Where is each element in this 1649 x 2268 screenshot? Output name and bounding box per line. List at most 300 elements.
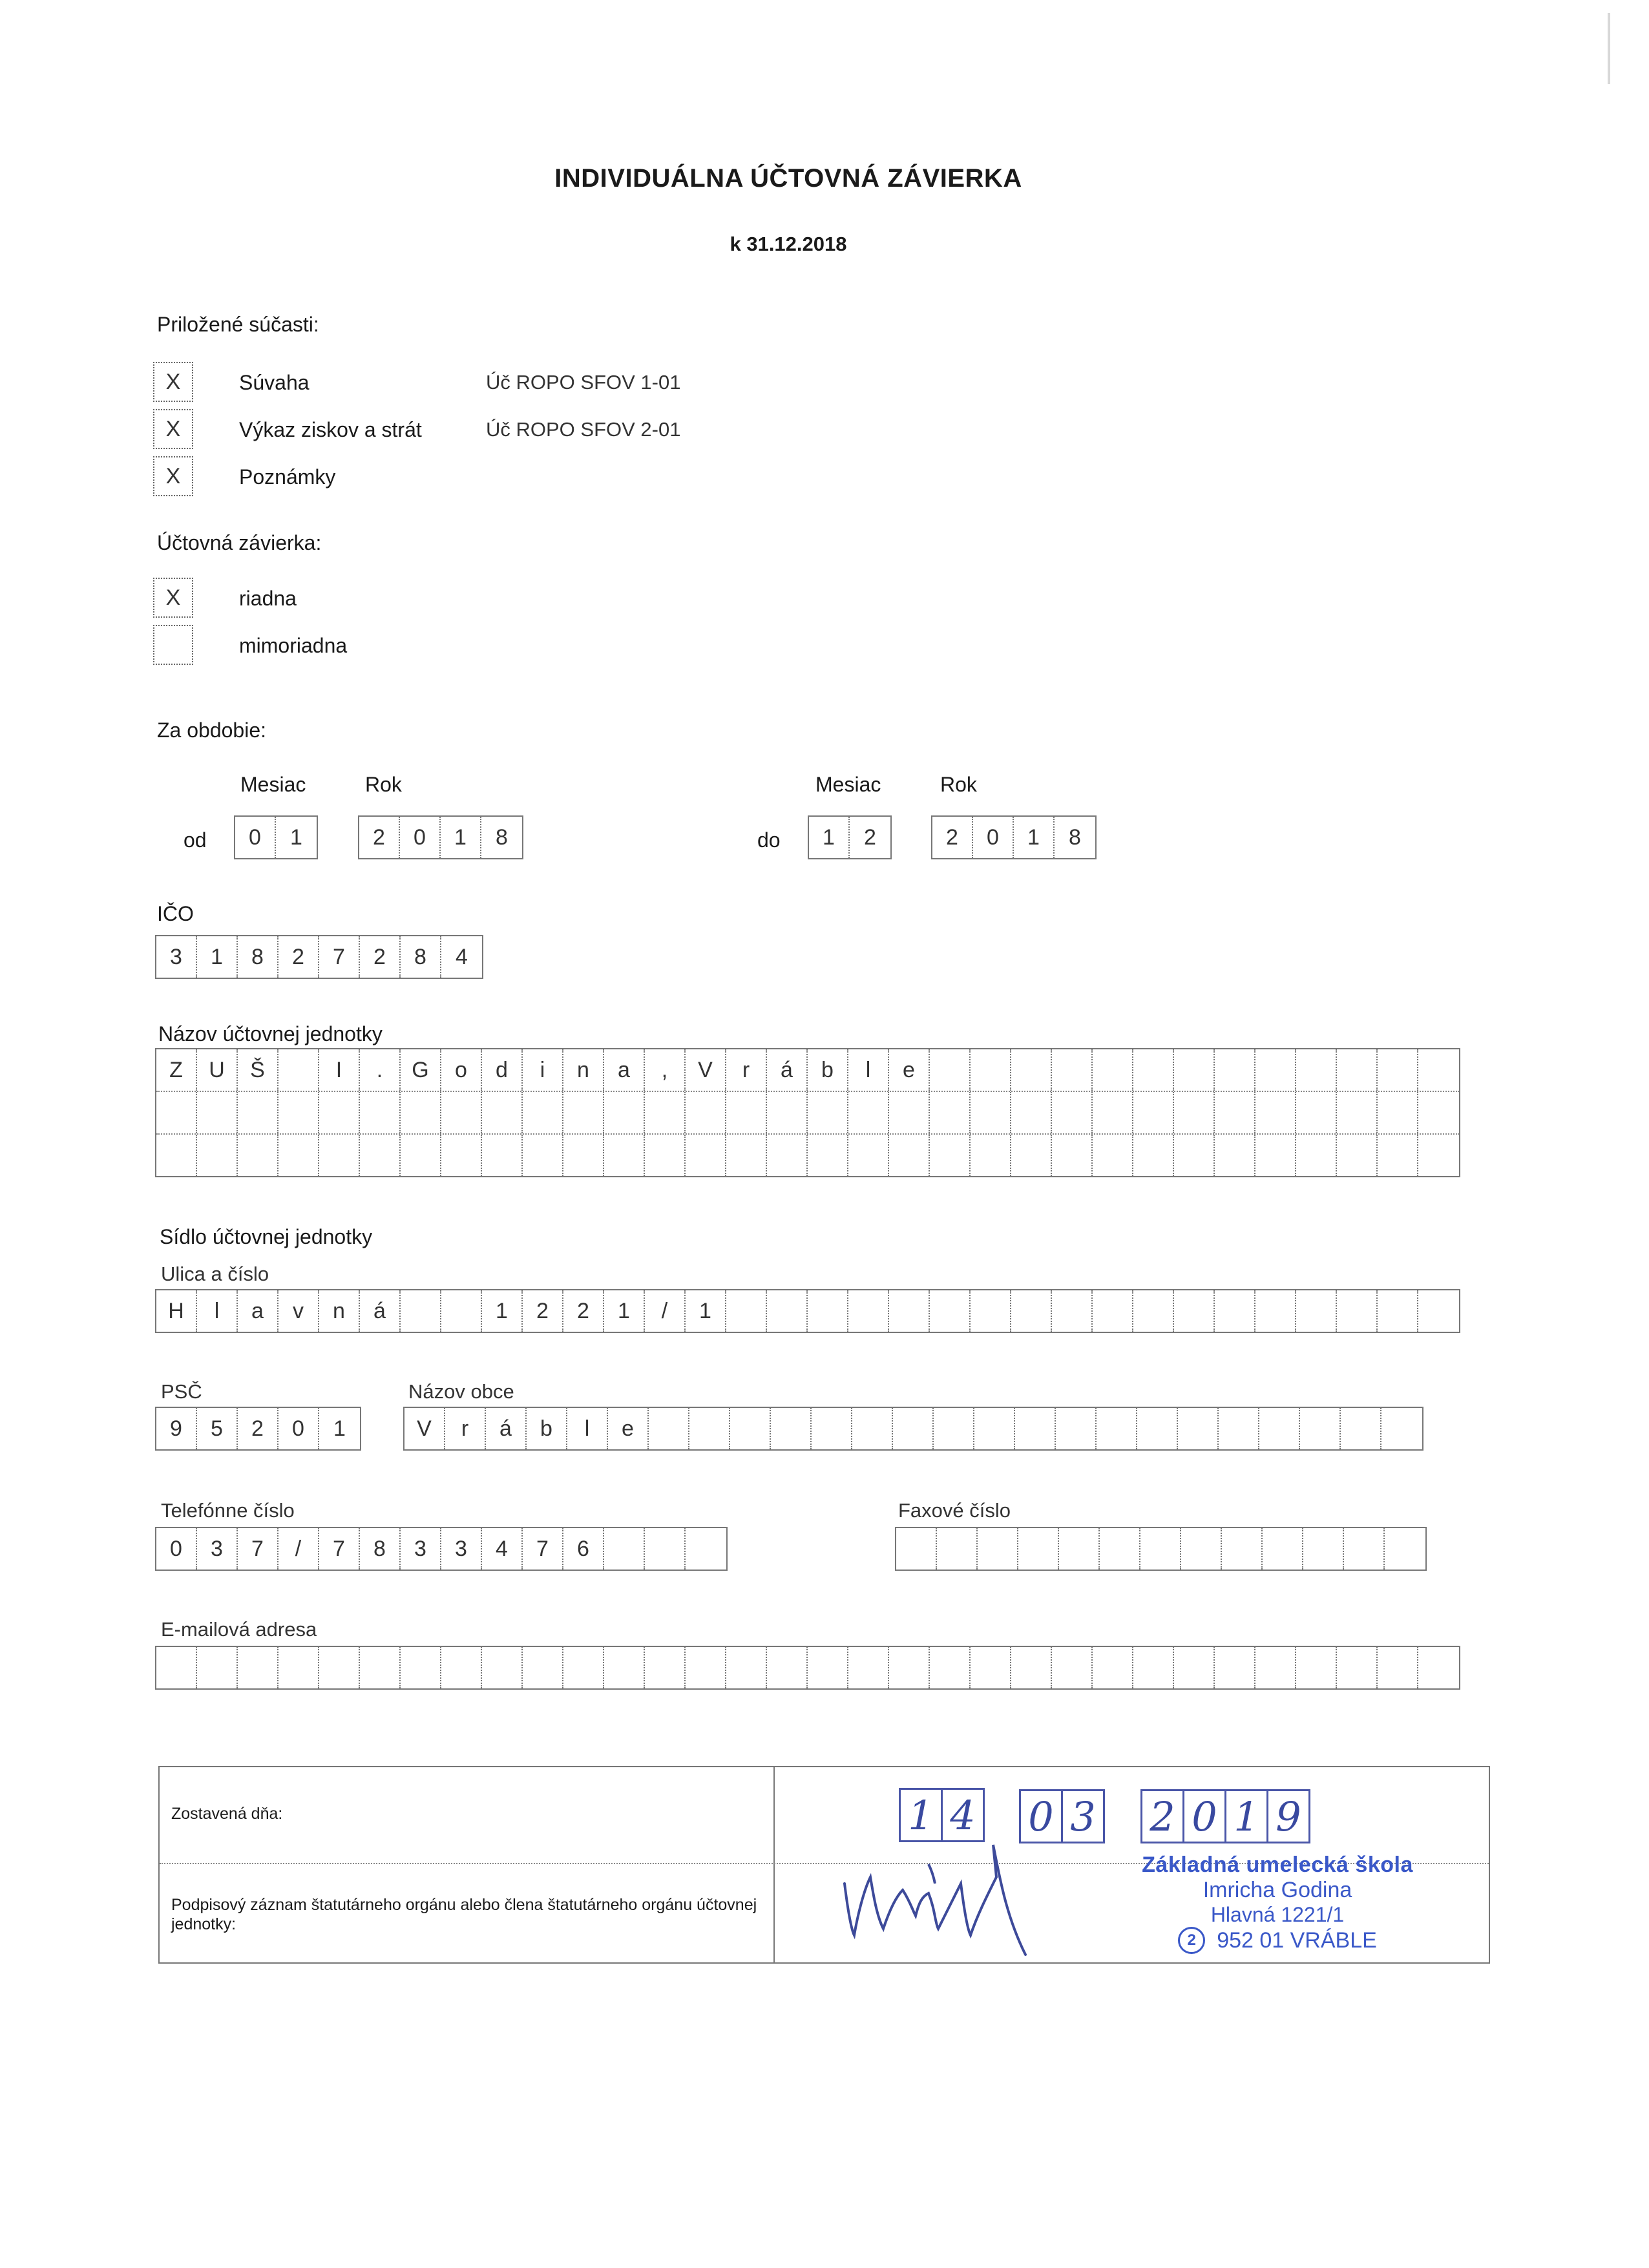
char-cell — [1263, 1528, 1303, 1570]
char-cell — [1133, 1647, 1174, 1688]
char-cell — [1296, 1049, 1337, 1091]
char-cell — [1093, 1647, 1133, 1688]
char-cell — [1052, 1647, 1093, 1688]
char-cell — [971, 1049, 1011, 1091]
char-cell — [278, 1647, 319, 1688]
char-cell — [1174, 1647, 1215, 1688]
char-cell — [401, 1092, 441, 1133]
handwritten-signature — [832, 1838, 1045, 1961]
char-cell — [726, 1092, 767, 1133]
psc-label: PSČ — [161, 1380, 202, 1403]
entity-name-label: Názov účtovnej jednotky — [158, 1022, 383, 1045]
form-code: Úč ROPO SFOV 1-01 — [486, 371, 681, 394]
handwritten-digit: 4 — [950, 1791, 976, 1839]
char-cell — [645, 1528, 686, 1570]
char-cell — [1296, 1290, 1337, 1332]
char-cell — [1385, 1528, 1425, 1570]
char-cell — [1174, 1049, 1215, 1091]
char-cell: 8 — [496, 824, 508, 850]
char-cell — [278, 1135, 319, 1176]
char-cell: 3 — [401, 1528, 441, 1570]
email-label: E-mailová adresa — [161, 1618, 317, 1641]
char-cell — [689, 1408, 730, 1449]
char-cell — [1219, 1408, 1259, 1449]
char-cell — [1378, 1049, 1418, 1091]
char-cell — [1133, 1092, 1174, 1133]
char-cell — [1378, 1290, 1418, 1332]
char-cell — [401, 1290, 441, 1332]
char-cell — [930, 1049, 971, 1091]
char-cell — [523, 1092, 563, 1133]
char-cell: . — [360, 1049, 401, 1091]
signature-table-divider — [773, 1767, 775, 1962]
char-cell — [848, 1290, 889, 1332]
char-cell: 1 — [604, 1290, 645, 1332]
char-cell: 0 — [156, 1528, 197, 1570]
char-cell — [1255, 1290, 1296, 1332]
char-cell — [1337, 1290, 1378, 1332]
char-cell — [1341, 1408, 1381, 1449]
char-cell — [360, 1135, 401, 1176]
char-cell — [930, 1290, 971, 1332]
char-cell — [197, 1135, 238, 1176]
char-cell — [726, 1647, 767, 1688]
char-cell — [1093, 1290, 1133, 1332]
char-cell — [1255, 1092, 1296, 1133]
char-cell: 7 — [319, 936, 360, 978]
form-code: Úč ROPO SFOV 2-01 — [486, 418, 681, 441]
char-cell — [930, 1647, 971, 1688]
stamp-line-4: 952 01 VRÁBLE — [1217, 1927, 1377, 1953]
char-cell: 1 — [197, 936, 238, 978]
checkbox-label: mimoriadna — [239, 634, 348, 657]
entity-name-row — [156, 1092, 1459, 1135]
char-cell: 1 — [686, 1290, 726, 1332]
char-cell — [767, 1135, 808, 1176]
char-cell — [808, 1647, 848, 1688]
char-cell — [563, 1092, 604, 1133]
char-cell — [1303, 1528, 1344, 1570]
char-cell — [156, 1092, 197, 1133]
compiled-label: Zostavená dňa: — [171, 1805, 283, 1823]
char-cell: 4 — [456, 944, 468, 969]
char-cell — [971, 1290, 1011, 1332]
char-cell — [1059, 1528, 1100, 1570]
char-cell — [1011, 1135, 1052, 1176]
char-cell — [482, 1647, 523, 1688]
char-cell — [1137, 1408, 1178, 1449]
char-cell: á — [767, 1049, 808, 1091]
char-cell — [649, 1408, 689, 1449]
char-cell — [238, 1135, 278, 1176]
to-year-field[interactable] — [931, 815, 1097, 859]
checkbox-label: riadna — [239, 587, 297, 610]
stamp-line-4-row — [1109, 1927, 1445, 1954]
char-cell: I — [319, 1049, 360, 1091]
to-year-label: Rok — [940, 773, 977, 796]
char-cell — [971, 1135, 1011, 1176]
char-cell: 2 — [360, 936, 401, 978]
char-cell: 2 — [563, 1290, 604, 1332]
char-cell — [1378, 1092, 1418, 1133]
char-cell: n — [319, 1290, 360, 1332]
char-cell: 9 — [156, 1408, 197, 1449]
handwritten-digit: 0 — [1184, 1791, 1226, 1842]
seat-label: Sídlo účtovnej jednotky — [160, 1225, 373, 1248]
char-cell — [1133, 1049, 1174, 1091]
char-cell — [812, 1408, 852, 1449]
char-cell — [1093, 1092, 1133, 1133]
char-cell — [686, 1647, 726, 1688]
char-cell — [156, 1135, 197, 1176]
char-cell: 8 — [1069, 824, 1081, 850]
char-cell: o — [441, 1049, 482, 1091]
char-cell: 2 — [864, 824, 876, 850]
char-cell: 3 — [441, 1528, 482, 1570]
char-cell — [563, 1135, 604, 1176]
char-cell — [1296, 1647, 1337, 1688]
char-cell — [1181, 1528, 1222, 1570]
char-cell: á — [486, 1408, 527, 1449]
char-cell — [1418, 1647, 1459, 1688]
char-cell — [1011, 1049, 1052, 1091]
char-cell — [686, 1092, 726, 1133]
compiled-year-field[interactable] — [1140, 1789, 1310, 1843]
char-cell — [197, 1092, 238, 1133]
compiled-month-field[interactable] — [1019, 1789, 1105, 1843]
from-year-field[interactable] — [358, 815, 523, 859]
char-cell: 2 — [359, 817, 400, 858]
char-cell: , — [645, 1049, 686, 1091]
char-cell — [1052, 1092, 1093, 1133]
char-cell — [482, 1135, 523, 1176]
char-cell — [1011, 1092, 1052, 1133]
char-cell: 1 — [809, 817, 850, 858]
closing-type-label: Účtovná závierka: — [157, 531, 322, 554]
char-cell — [889, 1290, 930, 1332]
char-cell — [1296, 1092, 1337, 1133]
char-cell — [889, 1092, 930, 1133]
to-month-field[interactable] — [808, 815, 892, 859]
char-cell: H — [156, 1290, 197, 1332]
fax-label: Faxové číslo — [898, 1499, 1011, 1522]
char-cell — [401, 1135, 441, 1176]
char-cell: 0 — [278, 1408, 319, 1449]
char-cell: 8 — [401, 936, 441, 978]
checkbox[interactable] — [153, 625, 193, 665]
char-cell — [360, 1647, 401, 1688]
char-cell — [978, 1528, 1018, 1570]
char-cell — [604, 1092, 645, 1133]
char-cell: á — [360, 1290, 401, 1332]
char-cell — [441, 1290, 482, 1332]
checkbox-label: Výkaz ziskov a strát — [239, 418, 422, 441]
stamp-line-2: Imricha Godina — [1203, 1878, 1352, 1902]
char-cell — [1337, 1092, 1378, 1133]
school-stamp — [1109, 1853, 1445, 1954]
char-cell: b — [527, 1408, 567, 1449]
char-cell — [604, 1647, 645, 1688]
char-cell: r — [726, 1049, 767, 1091]
ico-field[interactable] — [155, 935, 483, 979]
char-cell — [1381, 1408, 1422, 1449]
psc-field[interactable] — [155, 1407, 361, 1451]
char-cell — [1418, 1290, 1459, 1332]
char-cell — [1215, 1290, 1255, 1332]
handwritten-digit: 2 — [1142, 1791, 1184, 1842]
char-cell — [1140, 1528, 1181, 1570]
char-cell — [1097, 1408, 1137, 1449]
char-cell — [930, 1135, 971, 1176]
char-cell — [645, 1647, 686, 1688]
street-label: Ulica a číslo — [161, 1263, 269, 1285]
char-cell: 2 — [932, 817, 973, 858]
from-year-label: Rok — [365, 773, 402, 796]
street-field[interactable] — [155, 1289, 1460, 1333]
char-cell — [726, 1135, 767, 1176]
from-label: od — [184, 828, 207, 852]
handwritten-digit: 1 — [901, 1790, 943, 1840]
from-month-field[interactable] — [234, 815, 318, 859]
char-cell — [1133, 1290, 1174, 1332]
char-cell — [730, 1408, 771, 1449]
char-cell — [1418, 1135, 1459, 1176]
char-cell — [848, 1092, 889, 1133]
char-cell — [1052, 1049, 1093, 1091]
to-month-label: Mesiac — [815, 773, 881, 796]
char-cell — [441, 1647, 482, 1688]
char-cell: G — [401, 1049, 441, 1091]
char-cell — [604, 1135, 645, 1176]
char-cell — [726, 1290, 767, 1332]
scan-edge-mark — [1608, 13, 1610, 84]
char-cell — [441, 1092, 482, 1133]
char-cell: V — [404, 1408, 445, 1449]
char-cell — [441, 1135, 482, 1176]
attachments-label: Priložené súčasti: — [157, 313, 319, 336]
char-cell: i — [523, 1049, 563, 1091]
char-cell — [934, 1408, 974, 1449]
char-cell — [319, 1647, 360, 1688]
char-cell — [971, 1647, 1011, 1688]
signature-label: Podpisový záznam štatutárneho orgánu alebo člena štatutárneho orgánu účtovnej jednotky: — [171, 1896, 757, 1933]
char-cell — [1215, 1647, 1255, 1688]
checkbox[interactable]: X — [153, 409, 193, 449]
char-cell — [848, 1135, 889, 1176]
char-cell: 3 — [197, 1528, 238, 1570]
compiled-day-field[interactable] — [899, 1788, 985, 1842]
char-cell — [1378, 1647, 1418, 1688]
char-cell: 7 — [319, 1528, 360, 1570]
char-cell — [1300, 1408, 1341, 1449]
report-date: k 31.12.2018 — [730, 233, 847, 255]
char-cell: 1 — [482, 1290, 523, 1332]
char-cell — [197, 1647, 238, 1688]
checkbox[interactable]: X — [153, 456, 193, 496]
phone-field[interactable] — [155, 1527, 728, 1571]
char-cell — [889, 1647, 930, 1688]
char-cell — [1344, 1528, 1385, 1570]
entity-name-row — [156, 1135, 1459, 1176]
stamp-number-badge: 2 — [1178, 1927, 1205, 1954]
char-cell — [238, 1092, 278, 1133]
char-cell — [1100, 1528, 1140, 1570]
handwritten-digit: 1 — [1226, 1791, 1268, 1842]
char-cell: 6 — [563, 1528, 604, 1570]
email-field[interactable] — [155, 1646, 1460, 1690]
fax-field[interactable] — [895, 1527, 1427, 1571]
char-cell: 5 — [197, 1408, 238, 1449]
char-cell — [808, 1290, 848, 1332]
char-cell — [1378, 1135, 1418, 1176]
handwritten-digit: 0 — [1021, 1791, 1063, 1842]
char-cell — [1133, 1135, 1174, 1176]
char-cell: / — [645, 1290, 686, 1332]
char-cell — [808, 1135, 848, 1176]
char-cell — [1093, 1135, 1133, 1176]
char-cell: 1 — [333, 1416, 346, 1441]
char-cell — [1052, 1290, 1093, 1332]
char-cell — [1255, 1647, 1296, 1688]
char-cell — [1259, 1408, 1300, 1449]
phone-label: Telefónne číslo — [161, 1499, 295, 1522]
char-cell: e — [889, 1049, 930, 1091]
char-cell — [1015, 1408, 1056, 1449]
char-cell: U — [197, 1049, 238, 1091]
char-cell — [1418, 1049, 1459, 1091]
char-cell — [852, 1408, 893, 1449]
char-cell — [1255, 1049, 1296, 1091]
char-cell: 8 — [360, 1528, 401, 1570]
char-cell — [1418, 1092, 1459, 1133]
char-cell — [1056, 1408, 1097, 1449]
char-cell — [767, 1290, 808, 1332]
char-cell — [360, 1092, 401, 1133]
city-label: Názov obce — [408, 1380, 514, 1403]
checkbox-label: Poznámky — [239, 465, 336, 488]
char-cell — [238, 1647, 278, 1688]
char-cell — [896, 1528, 937, 1570]
char-cell — [1174, 1092, 1215, 1133]
char-cell: 0 — [400, 817, 441, 858]
char-cell: V — [686, 1049, 726, 1091]
char-cell — [848, 1647, 889, 1688]
char-cell: v — [278, 1290, 319, 1332]
char-cell: 4 — [482, 1528, 523, 1570]
handwritten-digit: 3 — [1070, 1792, 1096, 1840]
char-cell — [686, 1528, 726, 1570]
char-cell — [1178, 1408, 1219, 1449]
char-cell — [319, 1092, 360, 1133]
char-cell — [1337, 1135, 1378, 1176]
char-cell: Z — [156, 1049, 197, 1091]
char-cell: / — [278, 1528, 319, 1570]
char-cell — [889, 1135, 930, 1176]
char-cell — [1215, 1135, 1255, 1176]
handwritten-digit: 9 — [1276, 1792, 1301, 1840]
char-cell: l — [197, 1290, 238, 1332]
char-cell — [930, 1092, 971, 1133]
entity-name-row — [156, 1049, 1459, 1092]
char-cell — [156, 1647, 197, 1688]
to-label: do — [757, 828, 781, 852]
char-cell — [971, 1092, 1011, 1133]
char-cell — [1174, 1135, 1215, 1176]
ico-label: IČO — [157, 902, 194, 925]
checkbox[interactable]: X — [153, 362, 193, 402]
period-label: Za obdobie: — [157, 719, 267, 742]
char-cell: 1 — [290, 824, 302, 850]
city-field[interactable] — [403, 1407, 1423, 1451]
char-cell: n — [563, 1049, 604, 1091]
char-cell — [893, 1408, 934, 1449]
char-cell — [278, 1049, 319, 1091]
page-title: INDIVIDUÁLNA ÚČTOVNÁ ZÁVIERKA — [554, 164, 1022, 193]
char-cell — [1052, 1135, 1093, 1176]
char-cell — [1011, 1647, 1052, 1688]
from-month-label: Mesiac — [240, 773, 306, 796]
char-cell — [645, 1135, 686, 1176]
char-cell: l — [567, 1408, 608, 1449]
char-cell: 2 — [278, 936, 319, 978]
char-cell: 1 — [441, 817, 481, 858]
char-cell — [1215, 1092, 1255, 1133]
char-cell — [771, 1408, 812, 1449]
char-cell — [278, 1092, 319, 1133]
char-cell — [1018, 1528, 1059, 1570]
char-cell: 0 — [235, 817, 276, 858]
char-cell — [767, 1092, 808, 1133]
char-cell: b — [808, 1049, 848, 1091]
char-cell — [1296, 1135, 1337, 1176]
char-cell — [482, 1092, 523, 1133]
checkbox-label: Súvaha — [239, 371, 310, 394]
char-cell — [401, 1647, 441, 1688]
char-cell: 8 — [238, 936, 278, 978]
char-cell — [974, 1408, 1015, 1449]
stamp-line-3: Hlavná 1221/1 — [1210, 1903, 1345, 1926]
char-cell — [1011, 1290, 1052, 1332]
char-cell — [1174, 1290, 1215, 1332]
entity-name-field[interactable] — [155, 1048, 1460, 1177]
char-cell — [523, 1647, 563, 1688]
char-cell: a — [604, 1049, 645, 1091]
char-cell: 2 — [238, 1408, 278, 1449]
char-cell: d — [482, 1049, 523, 1091]
char-cell: 0 — [973, 817, 1014, 858]
char-cell — [808, 1092, 848, 1133]
char-cell — [1222, 1528, 1263, 1570]
char-cell: 2 — [523, 1290, 563, 1332]
char-cell: l — [848, 1049, 889, 1091]
char-cell: e — [608, 1408, 649, 1449]
char-cell — [1337, 1647, 1378, 1688]
char-cell: 3 — [156, 936, 197, 978]
char-cell — [604, 1528, 645, 1570]
char-cell — [767, 1647, 808, 1688]
char-cell: r — [445, 1408, 486, 1449]
stamp-line-1: Základná umelecká škola — [1142, 1853, 1413, 1877]
char-cell — [1093, 1049, 1133, 1091]
char-cell: a — [238, 1290, 278, 1332]
checkbox[interactable]: X — [153, 578, 193, 618]
char-cell — [319, 1135, 360, 1176]
char-cell: 7 — [523, 1528, 563, 1570]
char-cell: Š — [238, 1049, 278, 1091]
char-cell — [523, 1135, 563, 1176]
char-cell — [1215, 1049, 1255, 1091]
char-cell: 1 — [1014, 817, 1055, 858]
